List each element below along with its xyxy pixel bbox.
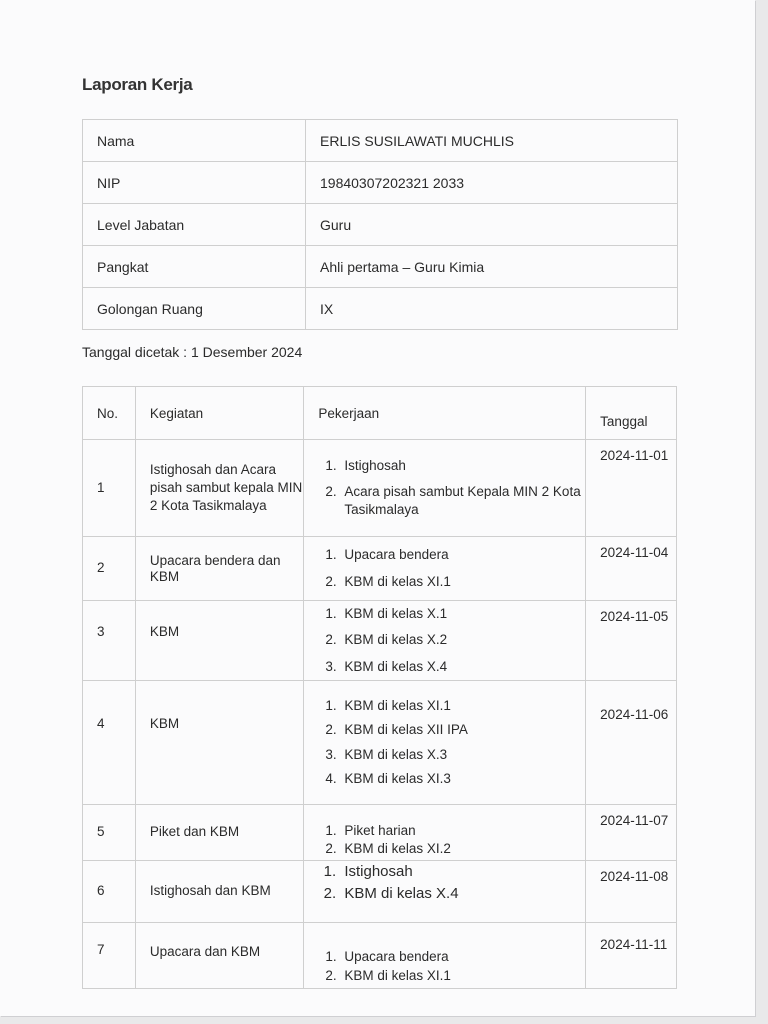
table-row xyxy=(83,681,677,805)
row-kegiatan: Istighosah dan KBM xyxy=(135,861,303,923)
row-pekerjaan xyxy=(304,923,586,989)
info-value: 19840307202321 2033 xyxy=(306,162,678,204)
info-label: NIP xyxy=(83,162,306,204)
row-tanggal: 2024-11-04 xyxy=(586,537,677,601)
info-value: Ahli pertama – Guru Kimia xyxy=(306,246,678,288)
row-kegiatan: Piket dan KBM xyxy=(135,805,303,861)
row-tanggal: 2024-11-05 xyxy=(586,601,677,681)
row-tanggal: 2024-11-06 xyxy=(586,681,677,805)
row-tanggal: 2024-11-01 xyxy=(586,440,677,537)
list-item: 2. KBM di kelas XII IPA xyxy=(340,722,585,738)
row-no: 7 xyxy=(83,923,136,989)
row-pekerjaan xyxy=(304,601,586,681)
list-item: 2. KBM di kelas XI.1 xyxy=(340,967,585,986)
printed-date: Tanggal dicetak : 1 Desember 2024 xyxy=(82,344,303,360)
list-item: 2. KBM di kelas X.4 xyxy=(340,883,585,905)
row-kegiatan: KBM xyxy=(135,601,303,681)
row-tanggal: 2024-11-07 xyxy=(586,805,677,861)
row-no: 1 xyxy=(83,440,136,537)
activity-table xyxy=(82,386,677,989)
header-pekerjaan: Pekerjaan xyxy=(304,387,586,440)
info-label: Pangkat xyxy=(83,246,306,288)
table-row xyxy=(83,861,677,923)
info-value: IX xyxy=(306,288,678,330)
list-item: 1. KBM di kelas X.1 xyxy=(340,605,585,623)
row-tanggal: 2024-11-11 xyxy=(586,923,677,989)
list-item: 2. KBM di kelas XI.2 xyxy=(340,840,585,858)
table-row xyxy=(83,805,677,861)
info-value: ERLIS SUSILAWATI MUCHLIS xyxy=(306,120,678,162)
row-kegiatan: Upacara bendera dan KBM xyxy=(135,537,303,601)
list-item: 1. KBM di kelas XI.1 xyxy=(340,698,585,714)
list-item: 1. Upacara bendera xyxy=(340,546,585,564)
info-label: Golongan Ruang xyxy=(83,288,306,330)
list-item: 4. KBM di kelas XI.3 xyxy=(340,771,585,787)
table-row xyxy=(83,440,677,537)
list-item: 2. Acara pisah sambut Kepala MIN 2 Kota Tasikmalaya xyxy=(340,483,585,519)
list-item: 1. Istighosah xyxy=(340,861,585,883)
list-item: 1. Piket harian xyxy=(340,822,585,840)
row-pekerjaan xyxy=(304,861,586,923)
row-no: 4 xyxy=(83,681,136,805)
row-tanggal: 2024-11-08 xyxy=(586,861,677,923)
table-row xyxy=(83,537,677,601)
info-row xyxy=(83,288,678,330)
header-tanggal: Tanggal xyxy=(586,387,677,440)
header-no: No. xyxy=(83,387,136,440)
employee-info-table xyxy=(82,119,678,330)
row-kegiatan: KBM xyxy=(135,681,303,805)
page-title: Laporan Kerja xyxy=(82,75,193,94)
list-item: 3. KBM di kelas X.4 xyxy=(340,658,585,676)
info-label: Level Jabatan xyxy=(83,204,306,246)
row-no: 5 xyxy=(83,805,136,861)
table-header-row xyxy=(83,387,677,440)
list-item: 2. KBM di kelas XI.1 xyxy=(340,573,585,591)
row-pekerjaan xyxy=(304,805,586,861)
info-value: Guru xyxy=(306,204,678,246)
row-pekerjaan xyxy=(304,537,586,601)
list-item: 2. KBM di kelas X.2 xyxy=(340,631,585,649)
row-pekerjaan xyxy=(304,681,586,805)
info-row xyxy=(83,120,678,162)
row-no: 2 xyxy=(83,537,136,601)
list-item: 1. Upacara bendera xyxy=(340,948,585,967)
table-row xyxy=(83,601,677,681)
info-label: Nama xyxy=(83,120,306,162)
list-item: 1. Istighosah xyxy=(340,457,585,475)
row-pekerjaan xyxy=(304,440,586,537)
row-no: 6 xyxy=(83,861,136,923)
info-row xyxy=(83,162,678,204)
info-row xyxy=(83,204,678,246)
row-kegiatan: Upacara dan KBM xyxy=(135,923,303,989)
row-no: 3 xyxy=(83,601,136,681)
row-kegiatan: Istighosah dan Acara pisah sambut kepala MIN 2 Kota Tasikmalaya xyxy=(135,440,303,537)
list-item: 3. KBM di kelas X.3 xyxy=(340,747,585,763)
header-kegiatan: Kegiatan xyxy=(135,387,303,440)
info-row xyxy=(83,246,678,288)
table-row xyxy=(83,923,677,989)
